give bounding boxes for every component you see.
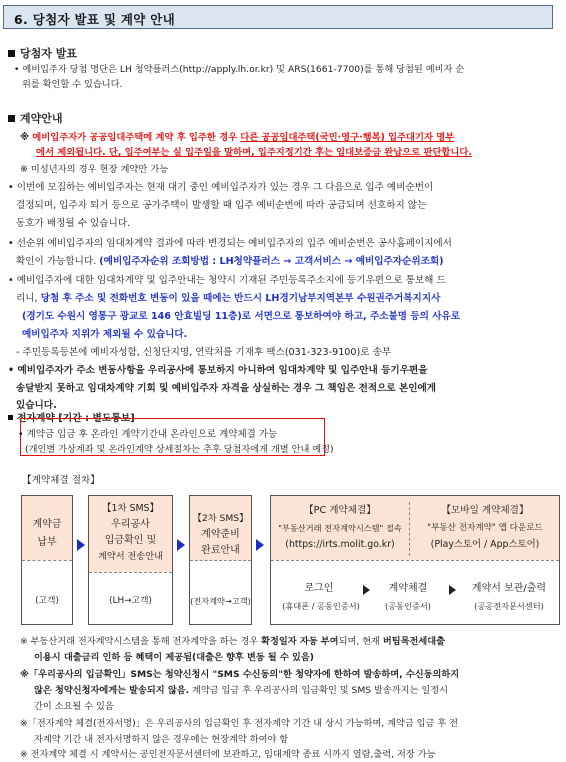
paragraph-3-fax: - 주민등록등본에 예비자성함, 신청단지명, 연락처를 기재후 팩스(031-323-9100)로 송부 bbox=[16, 347, 392, 358]
pc-contract-system: "부동산거래 전자계약시스템" 접속 bbox=[278, 523, 402, 533]
step-sign-sub: (공동인증서) bbox=[385, 601, 431, 611]
flow-divider bbox=[22, 560, 72, 561]
flow-arrow-icon bbox=[256, 539, 264, 551]
econtract-heading-text: 전자계약 [기간 : 별도통보] bbox=[17, 413, 135, 424]
paragraph-3-line-3: (경기도 수원시 영통구 광교로 146 안효빌딩 11층)로 서면으로 통보하여야 하고, 주소불명 등의 사유로 bbox=[22, 311, 461, 322]
paragraph-3-line-2 bbox=[16, 292, 440, 305]
p3-plain: 리니, bbox=[16, 293, 41, 304]
footnote-3-line-2: 자계약 기간 내 전자서명하지 않은 경우에는 현장계약 하여야 함 bbox=[34, 734, 289, 745]
f1-text: 되며, 현재 bbox=[338, 636, 383, 647]
first-sms-label-2: 우리공사 bbox=[111, 519, 150, 530]
square-bullet-icon bbox=[8, 115, 15, 122]
flow-arrow-icon bbox=[77, 539, 85, 551]
square-bullet-icon bbox=[8, 415, 13, 420]
step-login: 로그인 bbox=[304, 583, 334, 594]
footnote-2-line-3: 간이 소요될 수 있음 bbox=[34, 701, 114, 712]
first-sms-actor: (LH→고객) bbox=[109, 596, 152, 606]
pc-contract-url: (https://irts.molit.go.kr) bbox=[285, 539, 395, 550]
econtract-line-1: • 계약금 입금 후 온라인 계약기간내 온라인으로 계약체결 가능 bbox=[18, 429, 278, 440]
paragraph-3-line-1: • 예비입주자에 대한 임대차계약 및 입주안내는 청약시 기재된 주민등록주소지에 등기우편으로 통보해 드 bbox=[8, 275, 446, 286]
contract-heading bbox=[8, 110, 63, 126]
square-bullet-icon bbox=[8, 50, 15, 57]
second-sms-label-2: 계약준비 bbox=[201, 529, 240, 540]
second-sms-label-3: 완료안내 bbox=[201, 545, 240, 556]
footnote-1-line-1 bbox=[20, 635, 445, 648]
step-login-sub: (휴대폰 / 공동인증서) bbox=[282, 601, 360, 611]
f2-bold: 않은 청약신청자에게는 발송되지 않음. bbox=[34, 685, 190, 696]
flow-divider bbox=[89, 572, 172, 573]
f1-bold: 확정일자 자동 부여 bbox=[261, 636, 339, 647]
second-sms-label-1: 【2차 SMS】 bbox=[192, 513, 249, 524]
paragraph-4-line-3: 있습니다. bbox=[16, 400, 57, 411]
f2-text: 계약금 입금 후 우리공사의 입금확인 및 SMS 발송까지는 일정시 bbox=[189, 685, 448, 696]
step-store: 계약서 보관/출력 bbox=[471, 583, 547, 594]
second-sms-actor: (전자계약→고객) bbox=[190, 596, 251, 606]
mobile-contract-stores: (Play스토어 / App스토어) bbox=[430, 539, 540, 550]
paragraph-2-line-2 bbox=[16, 255, 444, 268]
contract-heading-text: 계약안내 bbox=[20, 112, 63, 125]
section-title: 6. 당첨자 발표 및 계약 안내 bbox=[14, 12, 176, 27]
note-mark: ※ bbox=[20, 132, 33, 143]
winner-line-2: 위를 확인할 수 있습니다. bbox=[22, 79, 123, 90]
flow-step-deposit bbox=[21, 495, 73, 625]
f1-bold: 버팀목전세대출 bbox=[382, 636, 445, 647]
contract-note-2: ※ 미성년자의 경우 현장 계약만 가능 bbox=[20, 164, 169, 175]
deposit-label-2: 납부 bbox=[37, 537, 57, 548]
mobile-contract-app: "부동산 전자계약" 앱 다운로드 bbox=[427, 523, 543, 533]
econtract-line-2: (개인별 가상계좌 및 온라인계약 상세절차는 추후 당첨자에게 개별 안내 예정) bbox=[25, 444, 334, 455]
paragraph-2-line-1: • 선순위 예비입주자의 임대차계약 결과에 따라 변경되는 예비입주자의 입주 예비순번은 공사홈페이지에서 bbox=[8, 238, 452, 249]
winner-line-1: • 예비입주자 당첨 명단은 LH 청약플러스(http://apply.lh.or.kr) 및 ARS(1661-7700)를 통해 당첨된 예비자 순 bbox=[14, 64, 465, 75]
paragraph-1-line-3: 동호가 배정될 수 있습니다. bbox=[16, 218, 131, 229]
f1-text: ※ 부동산거래 전자계약시스템을 통해 전자계약을 하는 경우 bbox=[20, 636, 262, 647]
paragraph-1-line-1: • 이번에 모집하는 예비입주자는 현재 대기 중인 예비입주자가 있는 경우 그 다음으로 입주 예비순번이 bbox=[8, 182, 434, 193]
flow-step-second-sms bbox=[189, 495, 252, 625]
p3-notice-blue: 당첨 후 주소 및 전화번호 변동이 있을 때에는 반드시 LH경기남부지역본부 수원권주거복지지사 bbox=[40, 293, 441, 304]
flow-step-econtract bbox=[270, 495, 560, 625]
flow-divider bbox=[271, 560, 559, 561]
flow-arrow-icon bbox=[177, 539, 185, 551]
flow-arrow-icon bbox=[449, 585, 456, 595]
footnote-1-line-2: 이용시 대출금리 인하 등 혜택이 제공됨(대출은 향후 변동 될 수 있음) bbox=[34, 652, 315, 663]
note1-red-underlined: 다른 공공임대주택(국민·영구·행복) 입주대기자 명부 bbox=[240, 132, 455, 143]
footnote-2-line-1: ※「우리공사의 입금확인」SMS는 청약신청시 "SMS 수신동의"한 청약자에 한하여 발송하며, 수신동의하지 bbox=[20, 669, 460, 680]
section-title-box bbox=[3, 5, 553, 29]
p2-plain: 확인이 가능합니다. bbox=[16, 256, 100, 267]
paragraph-4-line-2: 송달받지 못하고 임대차계약 기회 및 예비입주자 자격을 상실하는 경우 그 책임은 전적으로 본인에게 bbox=[16, 383, 437, 394]
pc-contract-title: 【PC 계약체결】 bbox=[304, 505, 376, 516]
deposit-label-1: 계약금 bbox=[32, 519, 62, 530]
paragraph-1-line-2: 결정되며, 입주자 퇴거 등으로 공가주택이 발생할 때 입주 예비순번에 따라 공급되며 선호하지 않는 bbox=[16, 200, 427, 211]
first-sms-label-3: 입금확인 및 bbox=[104, 535, 157, 546]
footnote-2-line-2 bbox=[34, 684, 448, 697]
flow-divider bbox=[190, 560, 251, 561]
winner-heading-text: 당첨자 발표 bbox=[20, 47, 77, 60]
paragraph-4-line-1: • 예비입주자가 주소 변동사항을 우리공사에 통보하지 아니하여 임대차계약 및 입주안내 등기우편을 bbox=[8, 365, 428, 376]
step-sign: 계약체결 bbox=[388, 583, 428, 594]
footnote-3-line-1: ※「전자계약 체결(전자서명)」은 우리공사의 입금확인 후 전자계약 기간 내 상시 가능하며, 계약금 입금 후 전 bbox=[20, 718, 459, 729]
p2-lookup-method: (예비입주자순위 조회방법 : LH청약플러스 → 고객서비스 → 예비입주자순위조회) bbox=[99, 256, 444, 267]
contract-note-1 bbox=[20, 131, 454, 144]
mobile-contract-title: 【모바일 계약체결】 bbox=[441, 505, 529, 516]
first-sms-label-4: 계약서 전송안내 bbox=[97, 551, 164, 562]
footnote-4: ※ 전자계약 체결 시 계약서는 공인전자문서센터에 보관하고, 임대계약 종료 시까지 열람,출력, 저장 가능 bbox=[20, 749, 436, 760]
flow-step-first-sms bbox=[88, 495, 173, 625]
contract-note-1-cont: 에서 제외됩니다. 단, 입주여부는 실 입주일을 말하며, 입주지정기간 후는 임대보증금 완납으로 판단합니다. bbox=[36, 147, 472, 158]
winner-heading bbox=[8, 45, 77, 61]
deposit-actor: (고객) bbox=[35, 596, 59, 606]
step-store-sub: (공공전자문서센터) bbox=[474, 601, 544, 611]
paragraph-3-line-4: 예비입주자 지위가 제외될 수 있습니다. bbox=[22, 329, 188, 340]
flow-caption: 【계약체결 절차】 bbox=[22, 475, 100, 486]
first-sms-label-1: 【1차 SMS】 bbox=[102, 503, 159, 514]
note1-red-text: 예비입주자가 공공임대주택에 계약 후 입주한 경우 bbox=[32, 132, 241, 143]
flow-arrow-icon bbox=[363, 585, 370, 595]
